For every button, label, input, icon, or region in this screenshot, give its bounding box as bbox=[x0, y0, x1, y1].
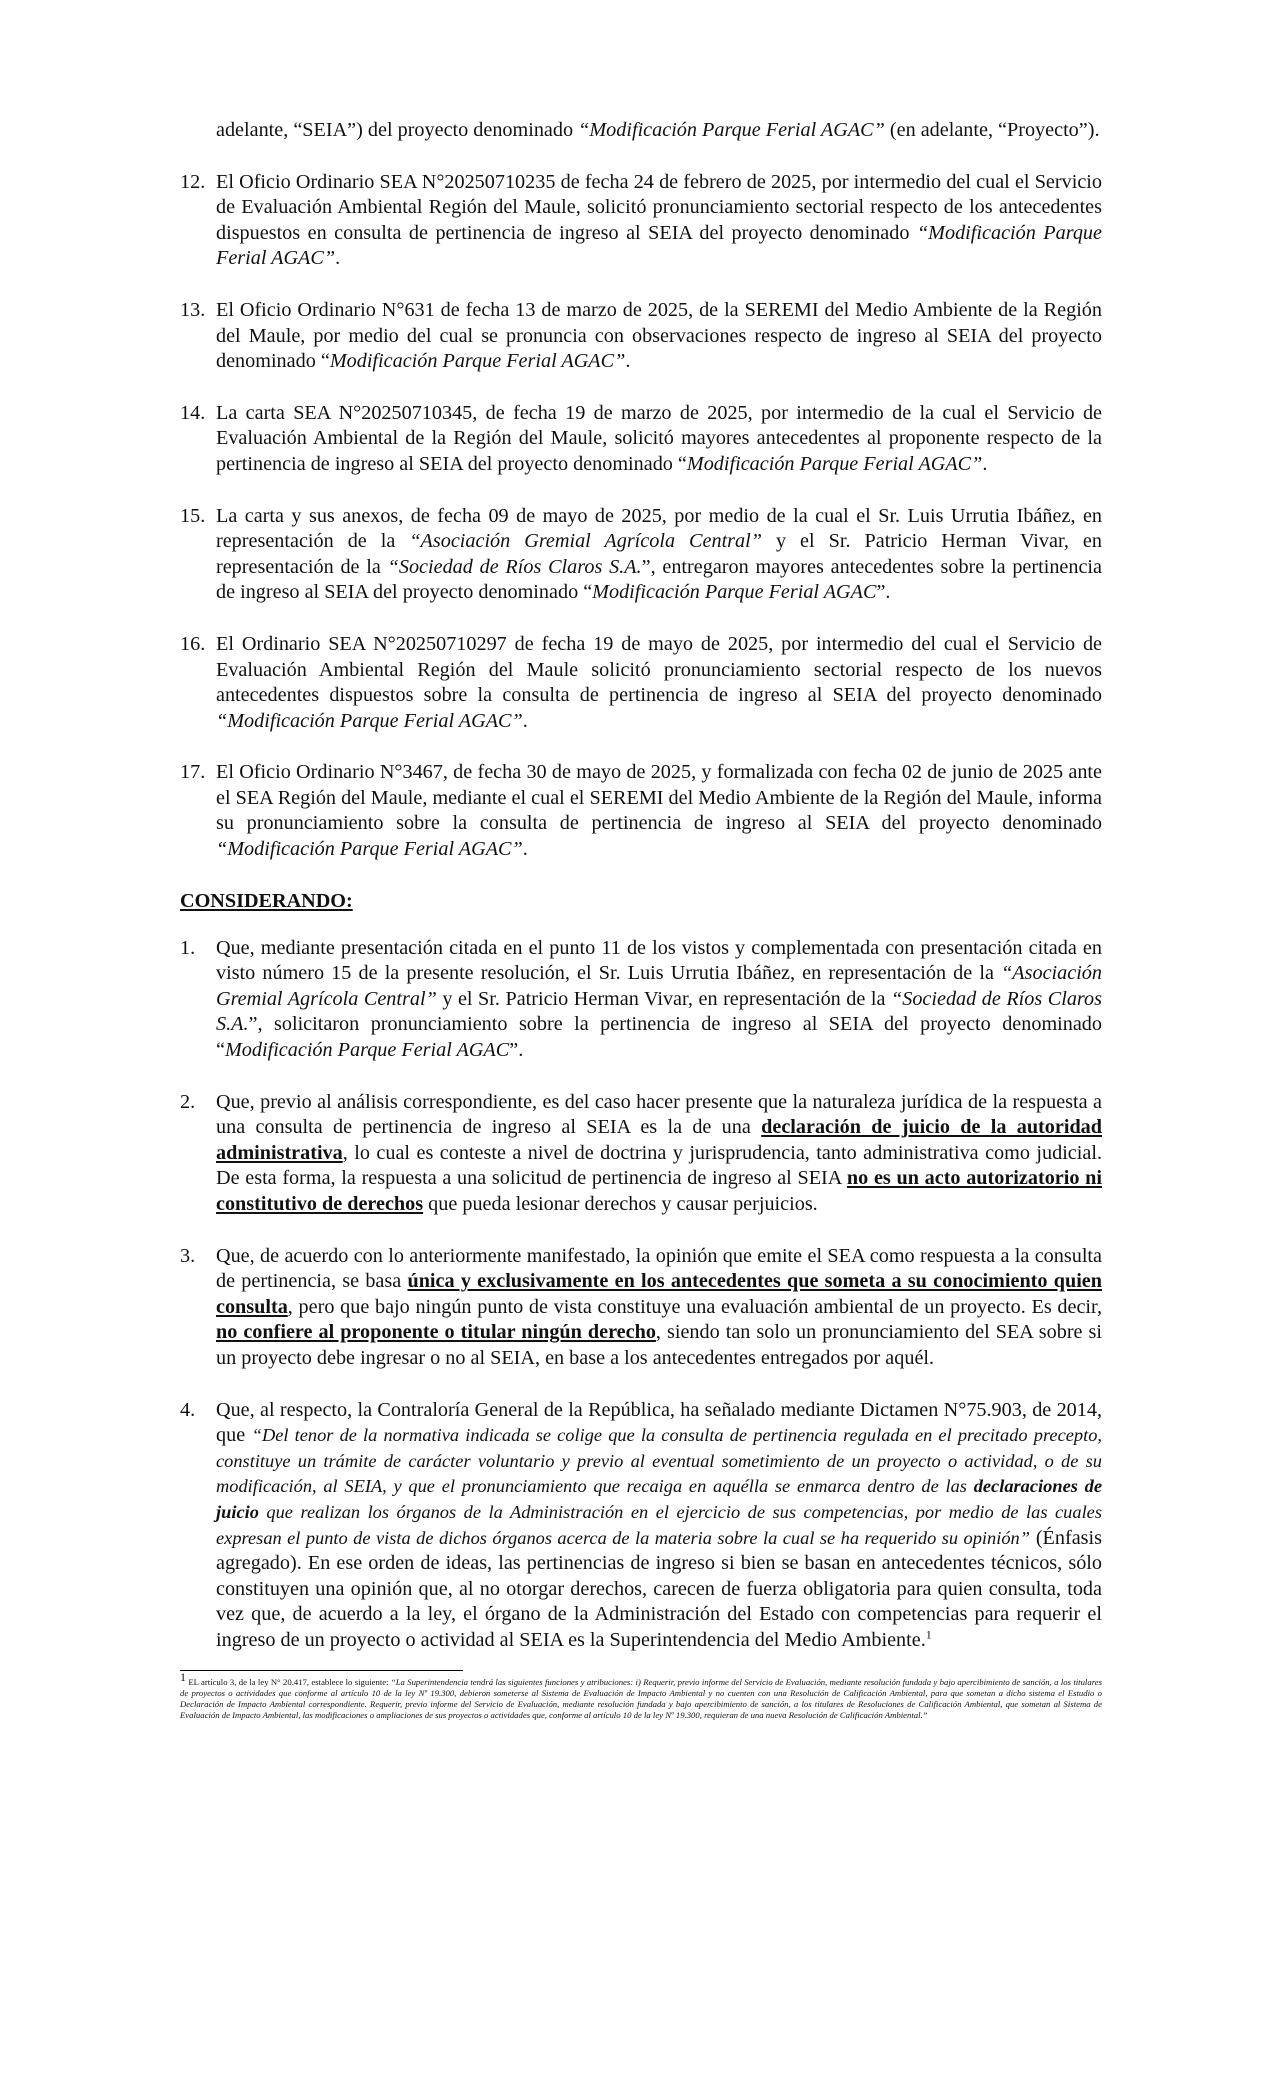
emphasis-text: no es un acto autorizatorio ni constitutivo de derechos bbox=[216, 1167, 1102, 1215]
visto-item-15 bbox=[180, 504, 1102, 606]
item-number: 13. bbox=[180, 298, 206, 321]
item-text-end: . bbox=[522, 838, 528, 861]
item-number: 17. bbox=[180, 761, 206, 784]
item-number: 3. bbox=[180, 1244, 196, 1267]
item-text: y el Sr. Patricio Herman Vivar, en representación de la bbox=[436, 987, 891, 1010]
item-number: 1. bbox=[180, 936, 196, 959]
emphasis-text: única y exclusivamente en los antecedentes que someta a su conocimiento quien consulta bbox=[216, 1270, 1102, 1318]
item-text-end: . bbox=[335, 247, 341, 270]
item-text: El Oficio Ordinario N°631 de fecha 13 de marzo de 2025, de la SEREMI del Medio Ambiente de la Región del Maule, por medio del cual se pronuncia con observaciones respecto de ingreso al SEIA del proyecto denominado “ bbox=[216, 298, 1102, 373]
item-text: La carta SEA N°20250710345, de fecha 19 de marzo de 2025, por intermedio de la cual el Servicio de Evaluación Ambiental de la Región del Maule, solicitó mayores antecedentes al proponente respecto de la pertinencia de ingreso al SEIA del proyecto denominado “ bbox=[216, 401, 1102, 475]
item-number: 14. bbox=[180, 401, 206, 424]
item-text: Que, previo al análisis correspondiente, es del caso hacer presente que la naturaleza jurídica de la respuesta a una consulta de pertinencia de ingreso al SEIA es la de una bbox=[216, 1090, 1102, 1139]
item-text: , pero que bajo ningún punto de vista constituye una evaluación ambiental de un proyecto. Es decir, bbox=[287, 1295, 1102, 1318]
project-name: Modificación Parque Ferial AGAC bbox=[224, 1039, 510, 1062]
visto-item-16 bbox=[180, 632, 1102, 734]
intro-text-end: (en adelante, “Proyecto”). bbox=[884, 119, 1100, 141]
emphasis-text: no confiere al proponente o titular ningún derecho bbox=[216, 1321, 656, 1344]
footnote-text: EL artículo 3, de la ley N° 20.417, establece lo siguiente: bbox=[186, 1676, 391, 1687]
project-name: Modificación Parque Ferial AGAC” bbox=[686, 452, 983, 475]
dictamen-quote: “Del tenor de la normativa indicada se colige que la consulta de pertinencia regulada en el precitado precepto, constituye un trámite de carácter voluntario y previo al eventual sometimiento de un proyecto o actividad, o de su modificación, al SEIA, y que el pronunciamiento que recaiga en aquélla se enmarca dentro de las bbox=[216, 1425, 1102, 1497]
dictamen-quote-emphasis: declaraciones de juicio bbox=[216, 1476, 1102, 1522]
project-name: Modificación Parque Ferial AGAC bbox=[592, 581, 877, 604]
visto-item-13 bbox=[180, 298, 1102, 375]
intro-paragraph bbox=[180, 118, 1102, 144]
project-name: “Modificación Parque Ferial AGAC” bbox=[216, 838, 523, 861]
project-name: “Modificación Parque Ferial AGAC” bbox=[216, 709, 523, 732]
considerando-item-2 bbox=[180, 1090, 1102, 1218]
company-name: “Sociedad de Ríos Claros S.A. bbox=[387, 555, 642, 578]
item-text-end: . bbox=[982, 452, 988, 475]
item-number: 16. bbox=[180, 632, 206, 655]
association-name: “Asociación Gremial Agrícola Central” bbox=[216, 962, 1102, 1010]
item-number: 2. bbox=[180, 1090, 196, 1113]
item-text: El Oficio Ordinario SEA N°20250710235 de fecha 24 de febrero de 2025, por intermedio del cual el Servicio de Evaluación Ambiental Región del Maule, solicitó pronunciamiento sectorial respecto de los antecedentes dispuestos en consulta de pertinencia de ingreso al SEIA del proyecto denominado bbox=[216, 170, 1102, 244]
item-text-end: . bbox=[625, 350, 631, 373]
item-text: (Énfasis agregado). En ese orden de ideas, las pertinencias de ingreso si bien se basan en antecedentes técnicos, sólo constituyen una opinión que, al no otorgar derechos, carecen de fuerza obligatoria para quien consulta, toda vez que, de acuerdo a la ley, el órgano de la Administración del Estado con competencias para requerir el ingreso de un proyecto o actividad al SEIA es la Superintendencia del Medio Ambiente. bbox=[216, 1526, 1102, 1651]
footnote-divider bbox=[180, 1670, 463, 1671]
project-name: “Modificación Parque Ferial AGAC” bbox=[578, 119, 885, 141]
item-text: El Ordinario SEA N°20250710297 de fecha 19 de mayo de 2025, por intermedio del cual el Servicio de Evaluación Ambiental Región del Maule solicitó pronunciamiento sectorial respecto de los nuevos antecedentes dispuestos sobre la consulta de pertinencia de ingreso al SEIA del proyecto denominado bbox=[216, 632, 1102, 707]
item-text: El Oficio Ordinario N°3467, de fecha 30 de mayo de 2025, y formalizada con fecha 02 de junio de 2025 ante el SEA Región del Maule, mediante el cual el SEREMI del Medio Ambiente de la Región del Maule, informa su pronunciamiento sobre la consulta de pertinencia de ingreso al SEIA del proyecto denominado bbox=[216, 761, 1102, 835]
footnote-reference[interactable]: 1 bbox=[925, 1627, 932, 1642]
item-text-end: . bbox=[522, 709, 528, 732]
item-text: La carta y sus anexos, de fecha 09 de mayo de 2025, por medio de la cual el Sr. Luis Urrutia Ibáñez, en representación de la bbox=[216, 504, 1102, 553]
dictamen-quote: que realizan los órganos de la Administración en el ejercicio de sus competencias, por medio de las cuales expresan el punto de vista de dichos órganos acerca de la materia sobre la cual se ha requerido su opinión” bbox=[216, 1501, 1102, 1548]
visto-item-14 bbox=[180, 401, 1102, 478]
considerando-heading: CONSIDERANDO: bbox=[180, 889, 353, 912]
footnote bbox=[180, 1669, 1102, 1722]
item-text-end: que pueda lesionar derechos y causar perjuicios. bbox=[423, 1193, 818, 1215]
intro-text: adelante, “SEIA”) del proyecto denominado bbox=[216, 119, 579, 141]
item-text-end: , siendo tan solo un pronunciamiento del SEA sobre si un proyecto debe ingresar o no al SEIA, en base a los antecedentes entregados por aquél. bbox=[216, 1321, 1103, 1369]
item-text: ”, entregaron mayores antecedentes sobre la pertinencia de ingreso al SEIA del proyecto denominado “ bbox=[216, 555, 1102, 604]
footnote-mark: 1 bbox=[180, 1669, 186, 1684]
item-text: , lo cual es conteste a nivel de doctrina y jurisprudencia, tanto administrativa como judicial. De esta forma, la respuesta a una solicitud de pertinencia de ingreso al SEIA bbox=[216, 1141, 1102, 1190]
item-text: ”, solicitaron pronunciamiento sobre la pertinencia de ingreso al SEIA del proyecto denominado “ bbox=[216, 1013, 1102, 1062]
association-name: “Asociación Gremial Agrícola Central” bbox=[409, 530, 762, 553]
emphasis-text: declaración de juicio de la autoridad administrativa bbox=[216, 1116, 1102, 1164]
company-name: “Sociedad de Ríos Claros S.A. bbox=[216, 987, 1102, 1036]
item-text: Que, mediante presentación citada en el punto 11 de los vistos y complementada con presentación citada en visto número 15 de la presente resolución, el Sr. Luis Urrutia Ibáñez, en representación de la bbox=[216, 936, 1102, 985]
considerando-item-1 bbox=[180, 936, 1102, 1064]
item-text-end: ”. bbox=[876, 581, 891, 604]
project-name: Modificación Parque Ferial AGAC” bbox=[329, 350, 626, 373]
item-number: 12. bbox=[180, 170, 206, 193]
footnote-quote: “La Superintendencia tendrá las siguientes funciones y atribuciones: i) Requerir, previo informe del Servicio de Evaluación, mediante resolución fundada y bajo apercibimiento de sanción, a los titulares de proyectos o actividades que conforme al artículo 10 de la ley Nº 19.300, debieron someterse al Sistema de Evaluación de Impacto Ambiental y no cuenten con una Resolución de Calificación Ambiental, para que sometan a dicho sistema el Estudio o Declaración de Impacto Ambiental correspondiente. Requerir, previo informe del Servicio de Evaluación, mediante resolución fundada y bajo apercibimiento de sanción, a los titulares de Resoluciones de Calificación Ambiental, que sometan al Sistema de Evaluación de Impacto Ambiental, las modificaciones o ampliaciones de sus proyectos o actividades que, conforme al artículo 10 de la ley Nº 19.300, requieran de una nueva Resolución de Calificación Ambiental.” bbox=[180, 1676, 1102, 1721]
visto-item-12 bbox=[180, 170, 1102, 272]
item-text-end: ”. bbox=[509, 1039, 524, 1062]
considerando-item-4 bbox=[180, 1398, 1102, 1654]
item-number: 15. bbox=[180, 504, 206, 527]
project-name: “Modificación Parque Ferial AGAC” bbox=[216, 221, 1102, 270]
considerando-item-3 bbox=[180, 1244, 1102, 1372]
item-text: Que, de acuerdo con lo anteriormente manifestado, la opinión que emite el SEA como respuesta a la consulta de pertinencia, se basa bbox=[216, 1244, 1102, 1293]
item-text: y el Sr. Patricio Herman Vivar, en representación de la bbox=[216, 530, 1102, 578]
visto-item-17 bbox=[180, 760, 1102, 862]
item-text: Que, al respecto, la Contraloría General de la República, ha señalado mediante Dictamen N°75.903, de 2014, que bbox=[216, 1398, 1102, 1447]
item-number: 4. bbox=[180, 1398, 196, 1421]
